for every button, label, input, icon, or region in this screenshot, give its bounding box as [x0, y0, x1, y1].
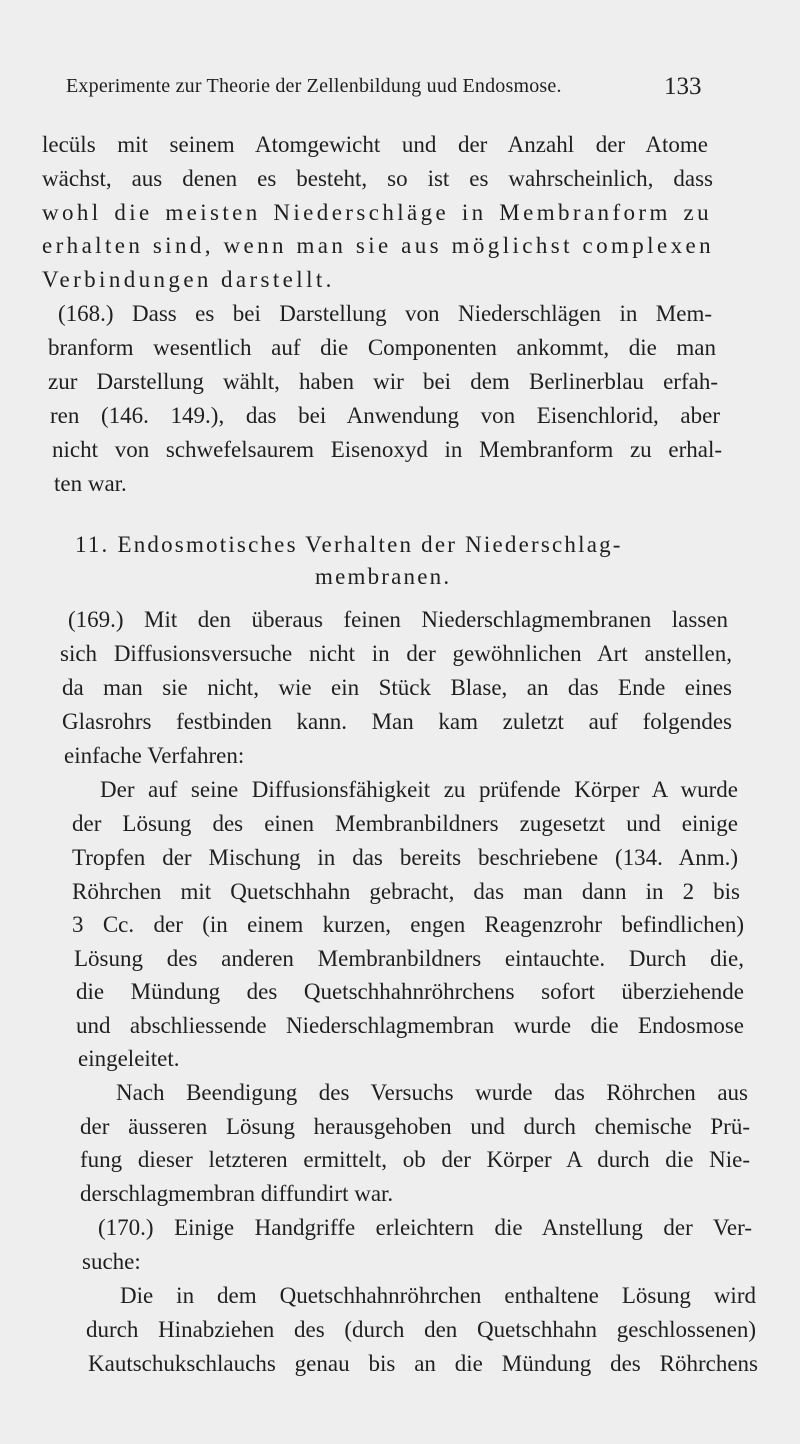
text-line: derschlagmembran diffundirt war.: [80, 1181, 394, 1206]
section-heading-continued: membranen.: [315, 564, 452, 589]
page-number: 133: [664, 73, 702, 100]
text-line: nicht von schwefelsaurem Eisenoxyd in Membranform zu erhal-: [52, 437, 722, 462]
text-line: Glasrohrs festbinden kann. Man kam zuletzt auf folgendes: [62, 709, 732, 734]
text-line: ten war.: [54, 471, 127, 496]
text-line: der Lösung des einen Membranbildners zugesetzt und einige: [72, 811, 738, 836]
text-line: Kautschukschlauchs genau bis an die Mündung des Röhrchens: [88, 1351, 758, 1376]
text-line: branform wesentlich auf die Componenten ankommt, die man: [48, 335, 716, 360]
text-line: (168.) Dass es bei Darstellung von Niederschlägen in Mem-: [58, 301, 712, 326]
text-line: lecüls mit seinem Atomgewicht und der Anzahl der Atome: [42, 132, 708, 157]
text-line: Verbindungen darstellt.: [42, 267, 335, 292]
text-line: eingeleitet.: [78, 1046, 180, 1071]
section-heading: 11. Endosmotisches Verhalten der Niederschlag-: [75, 532, 623, 557]
text-line: sich Diffusionsversuche nicht in der gewöhnlichen Art anstellen,: [60, 641, 732, 666]
text-line: (169.) Mit den überaus feinen Niederschlagmembranen lassen: [68, 607, 728, 632]
text-line: erhalten sind, wenn man sie aus möglichst complexen: [42, 233, 714, 258]
running-header: Experimente zur Theorie der Zellenbildung uud Endosmose.: [66, 75, 562, 97]
text-line: einfache Verfahren:: [64, 743, 245, 768]
text-line: ren (146. 149.), das bei Anwendung von Eisenchlorid, aber: [50, 403, 720, 428]
text-line: Nach Beendigung des Versuchs wurde das Röhrchen aus: [116, 1080, 748, 1105]
text-line: fung dieser letzteren ermittelt, ob der Körper A durch die Nie-: [80, 1147, 750, 1172]
text-line: Lösung des anderen Membranbildners eintauchte. Durch die,: [74, 946, 744, 971]
text-line: Tropfen der Mischung in das bereits beschriebene (134. Anm.): [72, 845, 738, 870]
text-line: wächst, aus denen es besteht, so ist es wahrscheinlich, dass: [42, 166, 713, 191]
text-line: Die in dem Quetschhahnröhrchen enthaltene Lösung wird: [120, 1283, 756, 1308]
text-line: wohl die meisten Niederschläge in Membranform zu: [42, 200, 712, 225]
text-line: der äusseren Lösung herausgehoben und durch chemische Prü-: [80, 1114, 750, 1139]
text-line: und abschliessende Niederschlagmembran wurde die Endosmose: [76, 1013, 744, 1038]
text-line: da man sie nicht, wie ein Stück Blase, an das Ende eines: [62, 675, 732, 700]
text-line: Der auf seine Diffusionsfähigkeit zu prüfende Körper A wurde: [100, 777, 738, 802]
text-line: durch Hinabziehen des (durch den Quetschhahn geschlossenen): [86, 1317, 756, 1342]
text-line: 3 Cc. der (in einem kurzen, engen Reagenzrohr befindlichen): [72, 912, 744, 937]
text-line: zur Darstellung wählt, haben wir bei dem Berlinerblau erfah-: [48, 369, 718, 394]
text-line: Röhrchen mit Quetschhahn gebracht, das man dann in 2 bis: [72, 879, 740, 904]
text-line: suche:: [82, 1249, 141, 1274]
text-line: (170.) Einige Handgriffe erleichtern die Anstellung der Ver-: [98, 1215, 752, 1240]
text-line: die Mündung des Quetschhahnröhrchens sofort überziehende: [76, 979, 744, 1004]
